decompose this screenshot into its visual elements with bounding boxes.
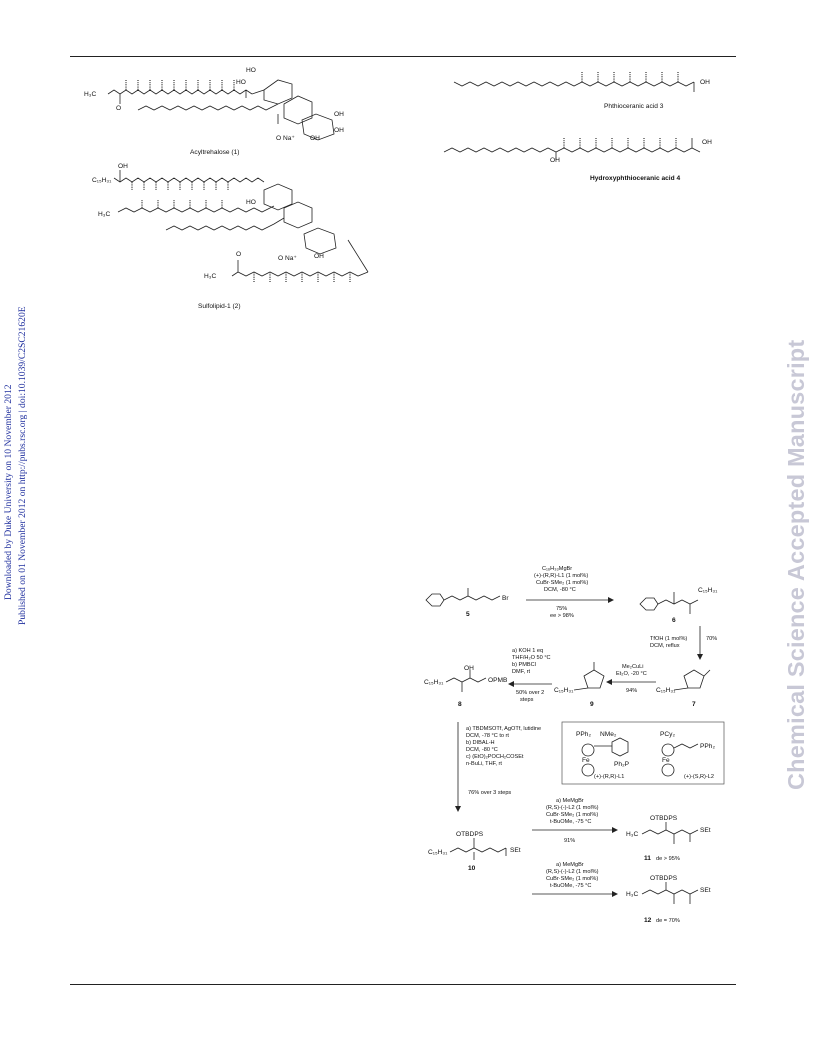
yield-label: 50% over 2	[516, 690, 545, 696]
reagent-line: CuBr·SMe₂ (1 mol%)	[536, 580, 589, 586]
methyl-label: H₃C	[204, 273, 217, 280]
compound-7-label: 7	[692, 701, 696, 708]
reagent-line: DCM, -78 °C to rt	[466, 733, 509, 739]
phosphine-label: PPh₂	[700, 743, 716, 750]
download-notice	[0, 200, 40, 660]
compound-6-label: 6	[672, 617, 676, 624]
amine-label: NMe₂	[600, 731, 617, 738]
hydroxy-label: OH	[314, 253, 324, 260]
compound-12-label: 12	[644, 917, 652, 924]
ligand-name: (+)-(R,R)-L1	[594, 774, 625, 780]
ligand-name: (+)-(S,R)-L2	[684, 774, 714, 780]
thioester-label: SEt	[510, 847, 521, 854]
reagent-line: CuBr·SMe₂ (1 mol%)	[546, 876, 599, 882]
reagent-line: CuBr·SMe₂ (1 mol%)	[546, 812, 599, 818]
chain-label: C₁₅H₃₁	[428, 849, 448, 856]
sulfolipid-caption: Sulfolipid-1 (2)	[198, 303, 241, 310]
reagent-line: TfOH (1 mol%)	[650, 636, 688, 642]
compound-11-label: 11	[644, 855, 651, 862]
reagent-line: a) TBDMSOTf, AgOTf, lutidine	[466, 726, 542, 732]
reagent-line: (+)-(R,R)-L1 (1 mol%)	[534, 573, 589, 579]
methyl-label: H₃C	[98, 211, 111, 218]
hydroxyphthioceranic-acid-structure	[440, 130, 730, 185]
thioester-label: SEt	[700, 887, 711, 894]
hydroxy-label: HO	[246, 199, 256, 206]
methyl-label: H₃C	[626, 891, 639, 898]
chain-label: C₁₅H₃₁	[656, 687, 676, 694]
acyltrehalose-structure	[78, 60, 398, 160]
protecting-group-label: OTBDPS	[650, 815, 678, 822]
reagent-line: (R,S)-(-)-L2 (1 mol%)	[546, 869, 599, 875]
synthesis-scheme	[416, 560, 736, 932]
compound-5-ring	[426, 594, 444, 606]
bromine-label: Br	[502, 595, 509, 602]
reagent-line: n-BuLi, THF, rt	[466, 761, 502, 767]
protecting-group-label: OTBDPS	[650, 875, 678, 882]
sulfolipid-structure	[78, 160, 398, 320]
compound-5-label: 5	[466, 611, 470, 618]
hydroxy-label: OH	[334, 127, 344, 134]
reagent-line: Et₂O, -20 °C	[616, 671, 647, 677]
phosphine-label: PPh₂	[576, 731, 592, 738]
yield-label: 94%	[626, 688, 638, 694]
reagent-line: b) PMBCl	[512, 662, 536, 668]
sulfate-label: O Na⁺	[278, 255, 297, 262]
reagent-line: DMF, rt	[512, 669, 531, 675]
compound-9-label: 9	[590, 701, 594, 708]
hydroxy-label: OH	[118, 163, 128, 170]
iron-label: Fe	[582, 757, 590, 764]
de-label: de = 70%	[656, 918, 680, 924]
yield-label: 76% over 3 steps	[468, 790, 512, 796]
oxygen-label: O	[236, 251, 242, 258]
oxygen-label: O	[116, 105, 122, 112]
acyltrehalose-caption: Acyltrehalose (1)	[190, 149, 240, 156]
hydroxy-label: HO	[246, 67, 256, 74]
chain-label: C₁₅H₃₁	[698, 587, 718, 594]
reagent-line: a) KOH 1 eq	[512, 648, 544, 654]
phthioceranic-acid-structure	[450, 64, 730, 114]
reagent-line: C₁₆H₃₃MgBr	[542, 566, 573, 572]
reagent-line: t-BuOMe, -75 °C	[550, 819, 592, 825]
publication-line[interactable]: Published on 01 November 2012 on http://pubs.rsc.org | doi:10.1039/C2SC21620E	[17, 306, 28, 625]
methyl-label: H₃C	[84, 91, 97, 98]
phosphine-label: Ph₂P	[614, 761, 630, 768]
reagent-line: b) DIBAL-H	[466, 740, 495, 746]
de-label: de > 95%	[656, 856, 680, 862]
download-line: Downloaded by Duke University on 10 November 2012	[3, 384, 14, 600]
yield-label: 91%	[564, 838, 576, 844]
hydroxy-label: OH	[334, 111, 344, 118]
reagent-line: a) MeMgBr	[556, 798, 584, 804]
reagent-line: t-BuOMe, -75 °C	[550, 883, 592, 889]
protecting-group-label: OPMB	[488, 677, 508, 684]
footer-rule	[70, 984, 736, 985]
reagent-line: DCM, -80 °C	[466, 747, 498, 753]
chain-label: C₁₅H₃₁	[92, 177, 112, 184]
sulfate-label: O Na⁺	[276, 135, 295, 142]
methyl-label: H₃C	[626, 831, 639, 838]
reagent-line: DCM, reflux	[650, 643, 680, 649]
hydroxy-label: HO	[236, 79, 246, 86]
accepted-manuscript-watermark: Chemical Science Accepted Manuscript	[783, 339, 809, 790]
reagent-line: c) (EtO)₂POCH₂COSEt	[466, 754, 524, 760]
phosphine-label: PCy₂	[660, 731, 676, 738]
hydroxy-label: OH	[464, 665, 474, 672]
compound-8-label: 8	[458, 701, 462, 708]
reagent-line: THF/H₂O 50 °C	[512, 655, 551, 661]
hydroxy-label: OH	[310, 135, 320, 142]
phthioceranic-caption: Phthioceranic acid 3	[604, 103, 664, 110]
iron-label: Fe	[662, 757, 670, 764]
protecting-group-label: OTBDPS	[456, 831, 484, 838]
hydroxy-label: OH	[700, 79, 710, 86]
hydroxy-label: OH	[702, 139, 712, 146]
reagent-line: Me₂CuLi	[622, 664, 644, 670]
reagent-line: DCM, -80 °C	[544, 587, 576, 593]
reagent-line: a) MeMgBr	[556, 862, 584, 868]
thioester-label: SEt	[700, 827, 711, 834]
ee-label: ee > 98%	[550, 613, 574, 619]
hydroxy-caption: Hydroxyphthioceranic acid 4	[590, 175, 681, 182]
compound-10-label: 10	[468, 865, 476, 872]
header-rule	[70, 56, 736, 57]
chain-label: C₁₅H₃₁	[554, 687, 574, 694]
reagent-line: (R,S)-(-)-L2 (1 mol%)	[546, 805, 599, 811]
yield-label: 75%	[556, 606, 568, 612]
hydroxy-label: OH	[550, 157, 560, 164]
yield-label: 70%	[706, 636, 718, 642]
yield-label: steps	[520, 697, 534, 703]
chain-label: C₁₅H₃₁	[424, 679, 444, 686]
